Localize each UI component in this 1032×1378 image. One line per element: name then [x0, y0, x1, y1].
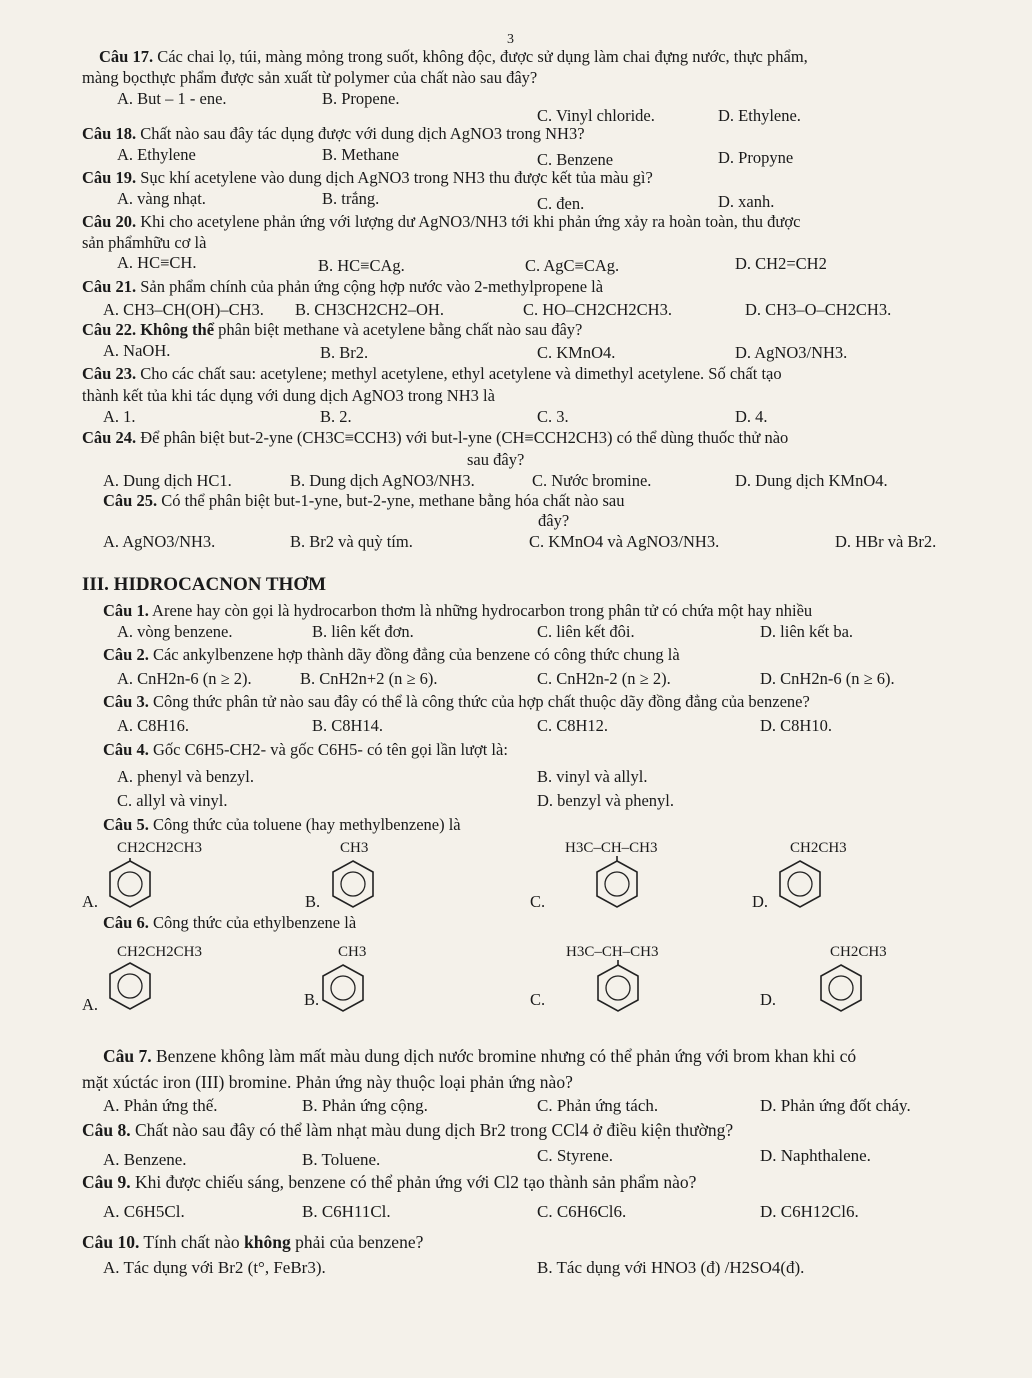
question-label: Câu 22. Không thể	[82, 320, 215, 339]
answer-d: D. C8H10.	[760, 716, 832, 735]
question-2	[103, 645, 680, 665]
benzene-ring-icon	[107, 960, 153, 1012]
answer-b: B. liên kết đơn.	[312, 622, 414, 641]
option-b-label: B.	[304, 990, 320, 1009]
question-20	[82, 212, 800, 232]
answer-d: D. CH3–O–CH2CH3.	[745, 300, 892, 319]
answer-b: B. Dung dịch AgNO3/NH3.	[290, 471, 475, 490]
question-text: Các chai lọ, túi, màng mỏng trong suốt, không độc, được sử dụng làm chai đựng nước, thực phẩm,	[153, 47, 808, 66]
methyl-substituent-label: CH3	[340, 840, 369, 856]
question-label: Câu 24.	[82, 428, 137, 447]
section-heading: III. HIDROCACNON THƠM	[82, 574, 327, 595]
question-label: Câu 8.	[82, 1120, 131, 1140]
question-label: Câu 7.	[103, 1046, 152, 1066]
answer-a: A. Tác dụng với Br2 (t°, FeBr3).	[103, 1258, 326, 1277]
answer-b: B. Tác dụng với HNO3 (đ) /H2SO4(đ).	[537, 1258, 805, 1277]
question-17-cont: màng bọcthực phẩm được sản xuất từ polymer của chất nào sau đây?	[82, 68, 538, 87]
question-23-cont: thành kết tủa khi tác dụng với dung dịch AgNO3 trong NH3 là	[82, 386, 495, 405]
benzene-ring-icon	[818, 962, 864, 1014]
answer-c: C. KMnO4.	[537, 343, 616, 362]
question-text: Công thức của ethylbenzene là	[148, 913, 357, 932]
question-text: Chất nào sau đây tác dụng được với dung dịch AgNO3 trong NH3?	[136, 124, 585, 143]
benzene-ring-icon	[595, 960, 641, 1014]
answer-b: B. C6H11Cl.	[302, 1202, 391, 1221]
option-d-label: D.	[752, 892, 769, 911]
answer-d: D. Propyne	[718, 148, 794, 167]
answer-d: D. Ethylene.	[718, 106, 801, 125]
answer-c: C. C6H6Cl6.	[537, 1202, 627, 1221]
question-text: Chất nào sau đây có thể làm nhạt màu dung dịch Br2 trong CCl4 ở điều kiện thường?	[130, 1120, 734, 1140]
answer-d: D. Dung dịch KMnO4.	[735, 471, 888, 490]
question-text: Các ankylbenzene hợp thành dãy đồng đẳng của benzene có công thức chung là	[148, 645, 680, 664]
methyl-substituent-label: CH3	[338, 944, 367, 960]
answer-c: C. Styrene.	[537, 1146, 614, 1165]
answer-b: B. Phản ứng cộng.	[302, 1096, 428, 1115]
ethyl-substituent-label: CH2CH3	[830, 944, 887, 960]
question-21	[82, 277, 603, 297]
answer-c: C. Benzene	[537, 150, 614, 169]
answer-b: B. Propene.	[322, 89, 400, 108]
option-a-label: A.	[82, 892, 99, 911]
question-text: Arene hay còn gọi là hydrocarbon thơm là những hydrocarbon trong phân tử có chứa một hay nhiều	[148, 601, 813, 620]
question-text: Công thức của toluene (hay methylbenzene) là	[148, 815, 461, 834]
question-text: Cho các chất sau: acetylene; methyl acetylene, ethyl acetylene và dimethyl acetylene. Số chất tạo	[136, 364, 782, 383]
question-18	[82, 124, 585, 144]
emphasis-not: không	[244, 1232, 291, 1252]
question-19	[82, 168, 653, 188]
question-8	[82, 1120, 733, 1140]
answer-a: A. CnH2n-6 (n ≥ 2).	[117, 669, 252, 688]
question-text: Có thể phân biệt but-1-yne, but-2-yne, methane bằng hóa chất nào sau	[157, 491, 625, 510]
isopropyl-substituent-label: H3C–CH–CH3	[565, 840, 658, 856]
question-text: Khi được chiếu sáng, benzene có thể phản ứng với Cl2 tạo thành sản phẩm nào?	[130, 1172, 697, 1192]
answer-a: A. C6H5Cl.	[103, 1202, 185, 1221]
benzene-ring-icon	[594, 856, 640, 910]
question-label: Câu 21.	[82, 277, 137, 296]
answer-b: B. Br2 và quỳ tím.	[290, 532, 413, 551]
answer-a: A. vòng benzene.	[117, 622, 233, 641]
answer-c: C. Phản ứng tách.	[537, 1096, 659, 1115]
question-7	[103, 1046, 856, 1066]
answer-a: A. phenyl và benzyl.	[117, 767, 255, 786]
answer-c: C. C8H12.	[537, 716, 609, 735]
question-22	[82, 320, 582, 340]
question-label: Câu 4.	[103, 740, 149, 759]
answer-c: C. CnH2n-2 (n ≥ 2).	[537, 669, 671, 688]
answer-b: B. Methane	[322, 145, 399, 164]
question-label: Câu 19.	[82, 168, 137, 187]
answer-c: C. Vinyl chloride.	[537, 106, 655, 125]
answer-a: A. vàng nhạt.	[117, 189, 206, 208]
question-text: phân biệt methane và acetylene bằng chất nào sau đây?	[214, 320, 583, 339]
answer-b: B. Br2.	[320, 343, 369, 362]
answer-a: A. AgNO3/NH3.	[103, 532, 216, 551]
benzene-ring-icon	[107, 858, 153, 910]
answer-c: C. liên kết đôi.	[537, 622, 635, 641]
question-label: Câu 2.	[103, 645, 149, 664]
answer-b: B. trắng.	[322, 189, 380, 208]
page-number: 3	[507, 32, 514, 47]
question-20-cont: sản phẩmhữu cơ là	[82, 233, 207, 252]
answer-a: A. 1.	[103, 407, 136, 426]
benzene-ring-icon	[330, 858, 376, 910]
question-label: Câu 6.	[103, 913, 149, 932]
question-24	[82, 428, 788, 448]
question-label: Câu 9.	[82, 1172, 131, 1192]
question-label: Câu 3.	[103, 692, 149, 711]
answer-b: B. 2.	[320, 407, 352, 426]
benzene-ring-icon	[777, 858, 823, 910]
answer-b: B. HC≡CAg.	[318, 256, 405, 275]
answer-d: D. HBr và Br2.	[835, 532, 937, 551]
answer-d: D. CH2=CH2	[735, 254, 827, 273]
answer-c: C. KMnO4 và AgNO3/NH3.	[529, 532, 720, 551]
answer-b: B. Toluene.	[302, 1150, 381, 1169]
question-label: Câu 23.	[82, 364, 137, 383]
answer-c: C. HO–CH2CH2CH3.	[523, 300, 672, 319]
isopropyl-substituent-label: H3C–CH–CH3	[566, 944, 659, 960]
question-label: Câu 25.	[103, 491, 158, 510]
answer-a: A. CH3–CH(OH)–CH3.	[103, 300, 264, 319]
answer-c: C. allyl và vinyl.	[117, 791, 228, 810]
question-label: Câu 18.	[82, 124, 137, 143]
question-label: Câu 1.	[103, 601, 149, 620]
answer-a: A. Phản ứng thế.	[103, 1096, 218, 1115]
answer-a: A. Ethylene	[117, 145, 196, 164]
answer-c: C. Nước bromine.	[532, 471, 652, 490]
answer-d: D. C6H12Cl6.	[760, 1202, 859, 1221]
answer-a: A. But – 1 - ene.	[117, 89, 227, 108]
question-4	[103, 740, 508, 760]
question-24-cont: sau đây?	[467, 450, 525, 469]
question-text: Khi cho acetylene phản ứng với lượng dư AgNO3/NH3 tới khi phản ứng xảy ra hoàn toàn, thu được	[136, 212, 801, 231]
ethyl-substituent-label: CH2CH3	[790, 840, 847, 856]
question-text: Sản phẩm chính của phản ứng cộng hợp nước vào 2-methylpropene là	[136, 277, 604, 296]
answer-d: D. benzyl và phenyl.	[537, 791, 675, 810]
benzene-ring-icon	[320, 962, 366, 1014]
question-label: Câu 5.	[103, 815, 149, 834]
answer-a: A. HC≡CH.	[117, 253, 197, 272]
answer-d: D. Naphthalene.	[760, 1146, 871, 1165]
question-text: Công thức phân tử nào sau đây có thể là công thức của hợp chất thuộc dãy đồng đẳng của benzene?	[148, 692, 810, 711]
question-6	[103, 913, 356, 933]
answer-b: B. vinyl và allyl.	[537, 767, 648, 786]
question-text: Gốc C6H5-CH2- và gốc C6H5- có tên gọi lần lượt là:	[148, 740, 508, 759]
question-1	[103, 601, 812, 621]
answer-a: A. Dung dịch HC1.	[103, 471, 232, 490]
answer-d: D. xanh.	[718, 192, 775, 211]
answer-d: D. 4.	[735, 407, 768, 426]
answer-b: B. C8H14.	[312, 716, 384, 735]
option-b-label: B.	[305, 892, 321, 911]
question-label: Câu 17.	[99, 47, 154, 66]
question-9	[82, 1172, 696, 1192]
question-text: Để phân biệt but-2-yne (CH3C≡CCH3) với but-l-yne (CH≡CCH2CH3) có thể dùng thuốc thử nào	[136, 428, 789, 447]
propyl-substituent-label: CH2CH2CH3	[117, 944, 203, 960]
question-10	[82, 1232, 423, 1252]
option-c-label: C.	[530, 990, 546, 1009]
propyl-substituent-label: CH2CH2CH3	[117, 840, 203, 856]
answer-a: A. C8H16.	[117, 716, 189, 735]
answer-d: D. Phản ứng đốt cháy.	[760, 1096, 911, 1115]
question-text: Sục khí acetylene vào dung dịch AgNO3 trong NH3 thu được kết tủa màu gì?	[136, 168, 653, 187]
question-label: Câu 10.	[82, 1232, 140, 1252]
answer-c: C. 3.	[537, 407, 569, 426]
question-25-cont: đây?	[538, 511, 570, 530]
answer-c: C. AgC≡CAg.	[525, 256, 620, 275]
answer-a: A. Benzene.	[103, 1150, 187, 1169]
option-d-label: D.	[760, 990, 777, 1009]
question-text: Benzene không làm mất màu dung dịch nước bromine nhưng có thể phản ứng với brom khan khi có	[151, 1046, 857, 1066]
answer-b: B. CH3CH2CH2–OH.	[295, 300, 444, 319]
answer-c: C. đen.	[537, 194, 585, 213]
question-3	[103, 692, 810, 712]
question-5	[103, 815, 461, 835]
option-c-label: C.	[530, 892, 546, 911]
answer-b: B. CnH2n+2 (n ≥ 6).	[300, 669, 438, 688]
answer-d: D. CnH2n-6 (n ≥ 6).	[760, 669, 895, 688]
question-label: Câu 20.	[82, 212, 137, 231]
question-25	[103, 491, 624, 511]
question-7-cont: mặt xúctác iron (III) bromine. Phản ứng này thuộc loại phản ứng nào?	[82, 1072, 573, 1092]
option-a-label: A.	[82, 995, 99, 1014]
question-17	[99, 47, 808, 67]
answer-a: A. NaOH.	[103, 341, 171, 360]
question-23	[82, 364, 782, 384]
answer-d: D. AgNO3/NH3.	[735, 343, 848, 362]
question-text-end: phải của benzene?	[290, 1232, 424, 1252]
question-text: Tính chất nào	[139, 1232, 245, 1252]
answer-d: D. liên kết ba.	[760, 622, 854, 641]
